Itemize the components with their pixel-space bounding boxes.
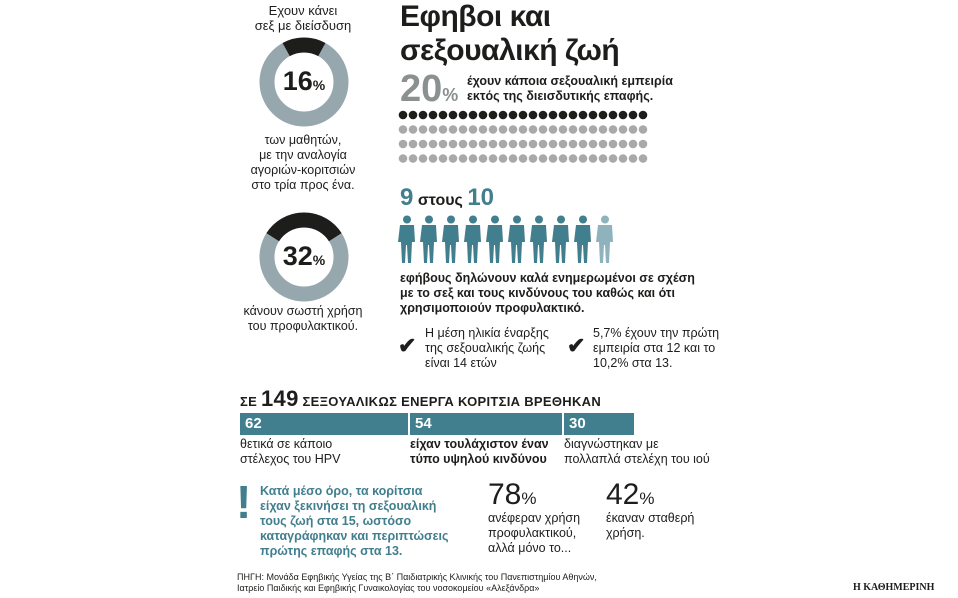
dot xyxy=(509,140,518,149)
exclamation-icon: ! xyxy=(236,476,252,528)
pictogram-count: 9 xyxy=(400,184,414,211)
brand-logo: Η ΚΑΘΗΜΕΡΙΝΗ xyxy=(853,582,935,593)
dot xyxy=(499,140,508,149)
dot xyxy=(609,140,618,149)
note-text: Κατά μέσο όρο, τα κορίτσια είχαν ξεκινήσει τη σεξουαλική τους ζωή στα 15, ωστόσο καταγράφηκαν και περιπτώσεις πρώτης επαφής στα 13. xyxy=(260,484,449,558)
dot xyxy=(399,154,408,163)
dot xyxy=(629,125,638,134)
stat42-unit: % xyxy=(639,489,655,508)
pictogram-text: εφήβους δηλώνουν καλά ενημερωμένοι σε σχέση με το σεξ και τους κινδύνους του καθώς και ότι χρησιμοποιούν προφυλακτικό. xyxy=(400,271,695,315)
bar-segment-value-1: 62 xyxy=(245,415,262,432)
dot-highlight xyxy=(449,111,458,120)
dot-highlight xyxy=(599,111,608,120)
dot xyxy=(619,140,628,149)
pictogram-total: 10 xyxy=(467,184,495,211)
dot xyxy=(539,154,548,163)
dot xyxy=(449,140,458,149)
dot xyxy=(609,125,618,134)
dot xyxy=(479,125,488,134)
dot xyxy=(439,154,448,163)
bar-label-1: θετικά σε κάποιο στέλεχος του HPV xyxy=(240,437,341,466)
dot xyxy=(499,154,508,163)
dot xyxy=(509,125,518,134)
dot-highlight xyxy=(529,111,538,120)
dot xyxy=(509,154,518,163)
dot xyxy=(539,140,548,149)
stat78-number: 78 xyxy=(488,478,522,511)
dot xyxy=(479,154,488,163)
dot-highlight xyxy=(459,111,468,120)
dot xyxy=(519,140,528,149)
dot xyxy=(459,154,468,163)
stat78-unit: % xyxy=(521,489,537,508)
dot-highlight xyxy=(439,111,448,120)
dot xyxy=(629,154,638,163)
dot xyxy=(579,140,588,149)
dot xyxy=(489,154,498,163)
dot xyxy=(409,125,418,134)
dot xyxy=(589,154,598,163)
dot xyxy=(549,154,558,163)
dot-highlight xyxy=(559,111,568,120)
donut1-value-unit: % xyxy=(312,77,326,93)
dot xyxy=(469,154,478,163)
dot xyxy=(409,154,418,163)
donut2-value-unit: % xyxy=(312,252,326,268)
stat78-value xyxy=(488,478,537,512)
dot-highlight xyxy=(549,111,558,120)
dot xyxy=(459,125,468,134)
dot xyxy=(469,140,478,149)
fact1-check-icon: ✔ xyxy=(398,333,417,358)
dot xyxy=(579,154,588,163)
source-text: ΠΗΓΗ: Μονάδα Εφηβικής Υγείας της Β΄ Παιδιατρικής Κλινικής του Πανεπιστημίου Αθηνών, Ιατρείο Παιδικής και Εφηβικής Γυναικολογίας του νοσοκομείου «Αλεξάνδρα» xyxy=(237,572,597,593)
stat42-value xyxy=(606,478,655,512)
stat78-text: ανέφεραν χρήση προφυλακτικού, αλλά μόνο το... xyxy=(488,511,581,555)
dot xyxy=(619,154,628,163)
person-icon-filled xyxy=(420,216,437,264)
pictogram-connector: στους xyxy=(417,192,463,209)
dots-text: έχουν κάποια σεξουαλική εμπειρία εκτός της διεισδυτικής επαφής. xyxy=(467,74,673,103)
donut2-arc xyxy=(273,220,335,237)
dot xyxy=(569,154,578,163)
dot-highlight xyxy=(489,111,498,120)
person-icon-filled xyxy=(552,216,569,264)
dot-highlight xyxy=(639,111,648,120)
dot xyxy=(419,140,428,149)
dot xyxy=(559,140,568,149)
dot xyxy=(529,154,538,163)
person-icon-filled xyxy=(530,216,547,264)
dot xyxy=(559,154,568,163)
dot xyxy=(489,140,498,149)
dot xyxy=(469,125,478,134)
pictogram-heading xyxy=(400,184,494,212)
dot xyxy=(479,140,488,149)
person-icon-filled xyxy=(508,216,525,264)
dot-highlight xyxy=(509,111,518,120)
dot xyxy=(589,140,598,149)
dots-value-number: 20 xyxy=(400,68,443,110)
dot xyxy=(429,154,438,163)
dots-value xyxy=(400,68,458,111)
dot xyxy=(399,125,408,134)
stat42-number: 42 xyxy=(606,478,640,511)
dot xyxy=(439,125,448,134)
dot-highlight xyxy=(629,111,638,120)
dot-highlight xyxy=(619,111,628,120)
dot-highlight xyxy=(569,111,578,120)
bar-segment-value-2: 54 xyxy=(415,415,432,432)
page-title: Εφηβοι και σεξουαλική ζωή xyxy=(400,0,620,67)
dot xyxy=(639,140,648,149)
bar-label-3: διαγνώστηκαν με πολλαπλά στελέχη του ιού xyxy=(564,437,710,466)
donut1-value xyxy=(258,66,350,97)
bar-heading-number: 149 xyxy=(261,386,299,411)
dot xyxy=(519,125,528,134)
bar-label-2: είχαν τουλάχιστον έναν τύπο υψηλού κινδύνου xyxy=(410,437,549,466)
donut2-value-number: 32 xyxy=(282,241,313,271)
dot xyxy=(429,140,438,149)
dot-highlight xyxy=(539,111,548,120)
donut1-arc xyxy=(286,45,322,50)
bar-segment-3 xyxy=(564,413,634,435)
dot-highlight xyxy=(409,111,418,120)
bar-heading-prefix: ΣΕ xyxy=(240,394,258,409)
dot-highlight xyxy=(579,111,588,120)
person-icon-filled xyxy=(464,216,481,264)
dot xyxy=(549,125,558,134)
donut2-value xyxy=(258,241,350,272)
dot xyxy=(519,154,528,163)
donut1-bottom-label: των μαθητών, με την αναλογία αγοριών-κοριτσιών στο τρία προς ένα. xyxy=(250,133,356,192)
dot-highlight xyxy=(519,111,528,120)
dot-highlight xyxy=(469,111,478,120)
dot xyxy=(419,125,428,134)
donut1-value-number: 16 xyxy=(282,66,313,96)
person-icon-filled xyxy=(486,216,503,264)
person-icon-filled xyxy=(398,216,415,264)
dot xyxy=(499,125,508,134)
bar-segment-1 xyxy=(240,413,408,435)
dot xyxy=(549,140,558,149)
pictogram-people xyxy=(398,215,620,265)
dot xyxy=(619,125,628,134)
dot xyxy=(639,154,648,163)
dot xyxy=(439,140,448,149)
dot-highlight xyxy=(419,111,428,120)
dot xyxy=(589,125,598,134)
person-icon-light xyxy=(596,216,613,264)
bar-heading xyxy=(240,386,601,412)
donut2-bottom-label: κάνουν σωστή χρήση του προφυλακτικού. xyxy=(243,304,363,333)
bar-segment-value-3: 30 xyxy=(569,415,586,432)
person-icon-filled xyxy=(442,216,459,264)
stat42-text: έκαναν σταθερή χρήση. xyxy=(606,511,695,540)
dot xyxy=(569,125,578,134)
dot-highlight xyxy=(399,111,408,120)
person-icon-filled xyxy=(574,216,591,264)
dots-value-unit: % xyxy=(442,85,459,105)
fact1-text: Η μέση ηλικία έναρξης της σεξουαλικής ζωής είναι 14 ετών xyxy=(425,326,549,370)
dot xyxy=(539,125,548,134)
dot xyxy=(399,140,408,149)
dot xyxy=(639,125,648,134)
dot-highlight xyxy=(429,111,438,120)
dot xyxy=(409,140,418,149)
dots-grid xyxy=(398,110,648,172)
dot xyxy=(459,140,468,149)
dot xyxy=(579,125,588,134)
dot-highlight xyxy=(479,111,488,120)
fact2-check-icon: ✔ xyxy=(567,333,586,358)
dot-highlight xyxy=(589,111,598,120)
dot xyxy=(429,125,438,134)
fact2-text: 5,7% έχουν την πρώτη εμπειρία στα 12 και το 10,2% στα 13. xyxy=(593,326,720,370)
dot xyxy=(609,154,618,163)
dot xyxy=(569,140,578,149)
dot xyxy=(559,125,568,134)
dot-highlight xyxy=(499,111,508,120)
dot xyxy=(529,125,538,134)
dot xyxy=(629,140,638,149)
dot xyxy=(489,125,498,134)
dot xyxy=(529,140,538,149)
dot xyxy=(449,154,458,163)
bar-segment-2 xyxy=(410,413,562,435)
donut1-top-label: Εχουν κάνει σεξ με διείσδυση xyxy=(254,3,352,33)
dot-highlight xyxy=(609,111,618,120)
dot xyxy=(419,154,428,163)
dot xyxy=(599,154,608,163)
dot xyxy=(449,125,458,134)
dot xyxy=(599,140,608,149)
bar-heading-suffix: ΣΕΞΟΥΑΛΙΚΩΣ ΕΝΕΡΓΑ ΚΟΡΙΤΣΙΑ ΒΡΕΘΗΚΑΝ xyxy=(302,394,602,409)
dot xyxy=(599,125,608,134)
